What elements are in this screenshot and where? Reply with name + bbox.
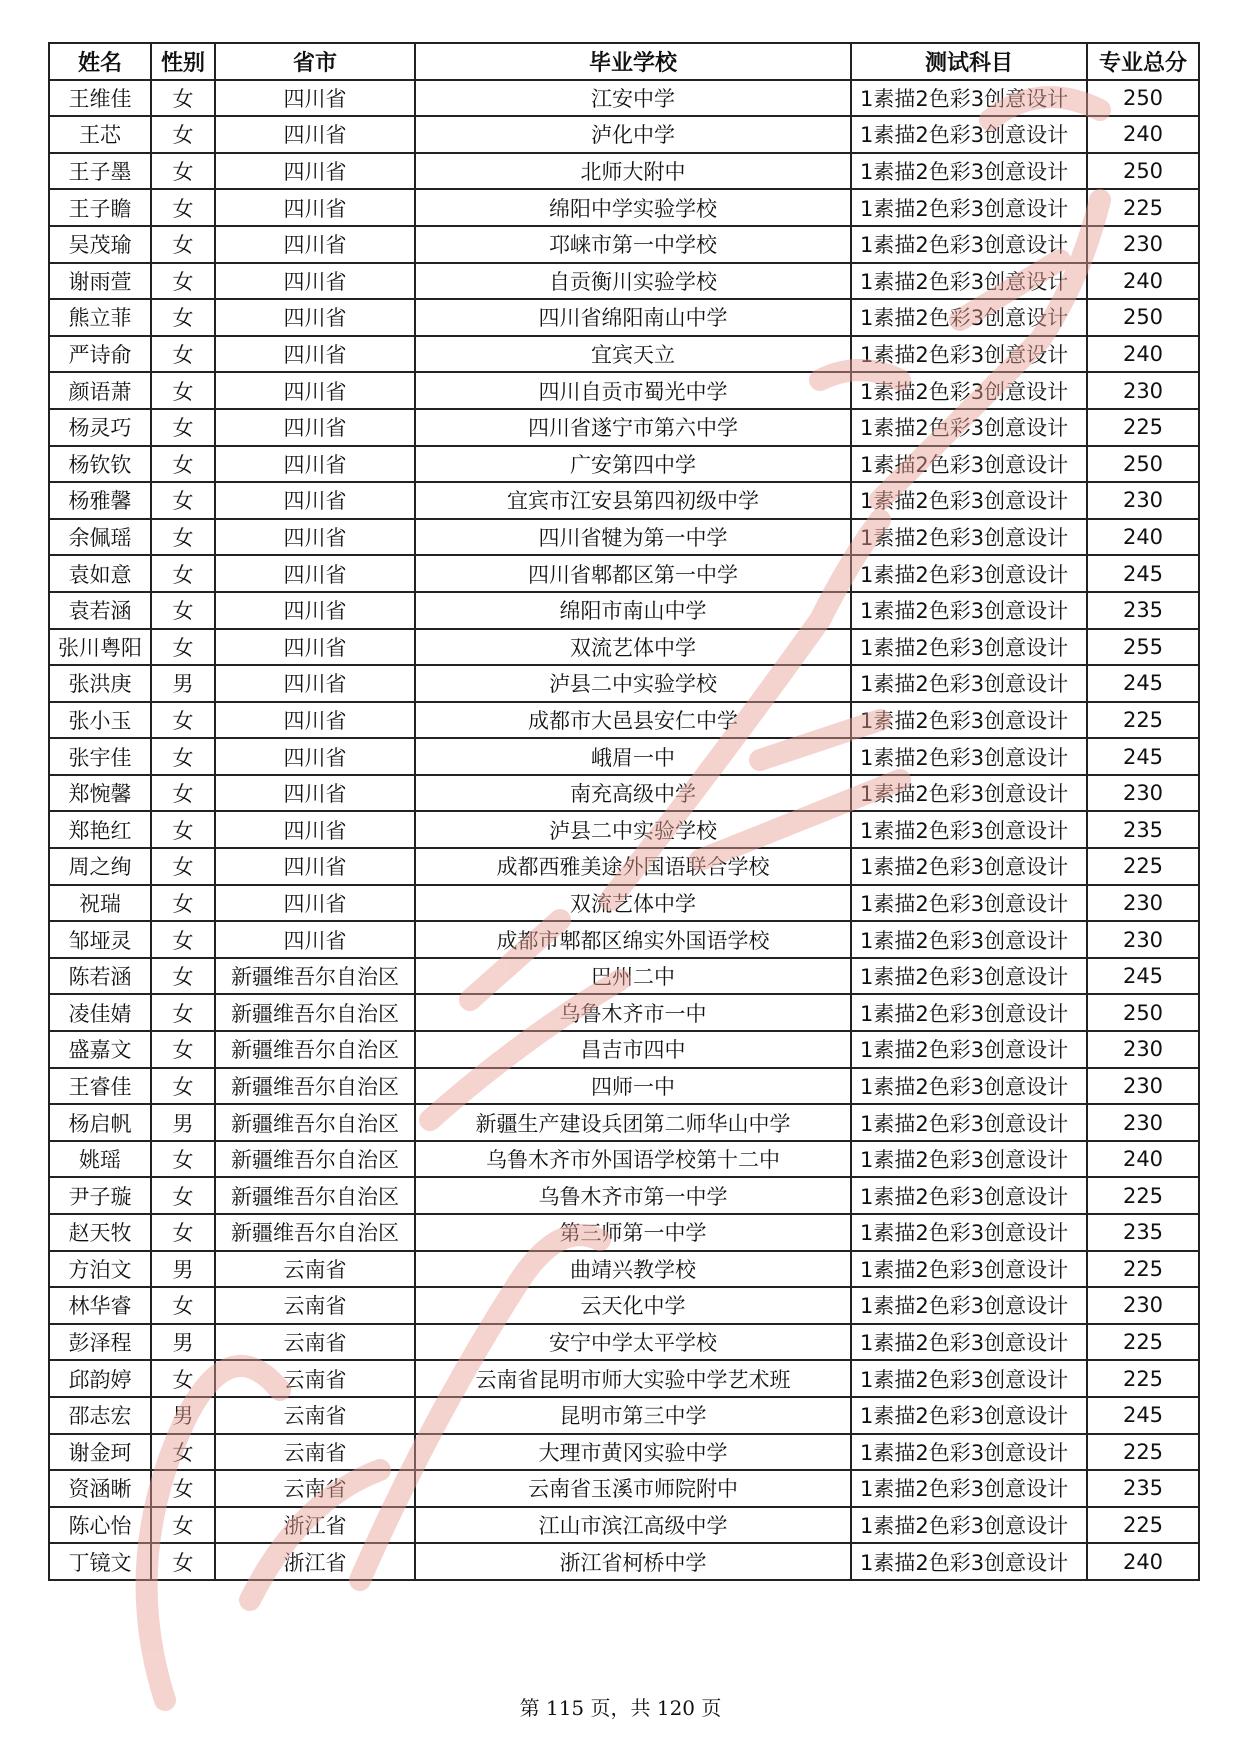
name-cell: 彭泽程	[49, 1324, 151, 1361]
gender-cell: 女	[151, 555, 215, 592]
name-cell: 杨雅馨	[49, 482, 151, 519]
school-cell: 云南省玉溪市师院附中	[415, 1470, 851, 1507]
school-cell: 绵阳市南山中学	[415, 592, 851, 629]
subjects-cell: 1素描2色彩3创意设计	[851, 1251, 1087, 1288]
table-row	[49, 555, 1199, 592]
name-cell: 吴茂瑜	[49, 226, 151, 263]
table-header-row	[49, 43, 1199, 80]
gender-cell: 女	[151, 1543, 215, 1580]
subjects-cell: 1素描2色彩3创意设计	[851, 263, 1087, 300]
school-cell: 云天化中学	[415, 1287, 851, 1324]
name-cell: 邱韵婷	[49, 1360, 151, 1397]
subjects-cell: 1素描2色彩3创意设计	[851, 921, 1087, 958]
province-cell: 云南省	[215, 1397, 415, 1434]
gender-cell: 女	[151, 189, 215, 226]
subjects-cell: 1素描2色彩3创意设计	[851, 336, 1087, 373]
province-cell: 新疆维吾尔自治区	[215, 1177, 415, 1214]
province-cell: 四川省	[215, 299, 415, 336]
province-cell: 四川省	[215, 519, 415, 556]
table-row	[49, 372, 1199, 409]
gender-cell: 男	[151, 665, 215, 702]
subjects-cell: 1素描2色彩3创意设计	[851, 1507, 1087, 1544]
score-cell: 235	[1087, 1470, 1199, 1507]
table-row	[49, 811, 1199, 848]
province-cell: 四川省	[215, 482, 415, 519]
table-row	[49, 299, 1199, 336]
province-cell: 云南省	[215, 1434, 415, 1471]
score-cell: 230	[1087, 1287, 1199, 1324]
name-cell: 赵天牧	[49, 1214, 151, 1251]
school-cell: 绵阳中学实验学校	[415, 189, 851, 226]
score-cell: 245	[1087, 1397, 1199, 1434]
score-cell: 230	[1087, 1104, 1199, 1141]
name-cell: 袁若涵	[49, 592, 151, 629]
table-row	[49, 775, 1199, 812]
school-cell: 安宁中学太平学校	[415, 1324, 851, 1361]
province-cell: 四川省	[215, 592, 415, 629]
gender-cell: 男	[151, 1397, 215, 1434]
gender-cell: 女	[151, 775, 215, 812]
province-cell: 四川省	[215, 775, 415, 812]
name-cell: 郑惋馨	[49, 775, 151, 812]
gender-cell: 女	[151, 702, 215, 739]
score-cell: 230	[1087, 482, 1199, 519]
score-cell: 225	[1087, 409, 1199, 446]
school-cell: 巴州二中	[415, 958, 851, 995]
school-cell: 昆明市第三中学	[415, 1397, 851, 1434]
table-row	[49, 1434, 1199, 1471]
school-cell: 大理市黄冈实验中学	[415, 1434, 851, 1471]
name-cell: 周之绚	[49, 848, 151, 885]
province-cell: 四川省	[215, 811, 415, 848]
score-cell: 240	[1087, 336, 1199, 373]
score-cell: 245	[1087, 738, 1199, 775]
header-gender: 性别	[151, 43, 215, 80]
province-cell: 四川省	[215, 446, 415, 483]
name-cell: 谢雨萱	[49, 263, 151, 300]
subjects-cell: 1素描2色彩3创意设计	[851, 1031, 1087, 1068]
school-cell: 乌鲁木齐市一中	[415, 994, 851, 1031]
table-row	[49, 1397, 1199, 1434]
school-cell: 成都市大邑县安仁中学	[415, 702, 851, 739]
table-row	[49, 1543, 1199, 1580]
subjects-cell: 1素描2色彩3创意设计	[851, 848, 1087, 885]
table-row	[49, 409, 1199, 446]
table-row	[49, 702, 1199, 739]
score-cell: 245	[1087, 665, 1199, 702]
header-school: 毕业学校	[415, 43, 851, 80]
gender-cell: 女	[151, 1287, 215, 1324]
subjects-cell: 1素描2色彩3创意设计	[851, 775, 1087, 812]
school-cell: 峨眉一中	[415, 738, 851, 775]
table-row	[49, 189, 1199, 226]
name-cell: 姚瑶	[49, 1141, 151, 1178]
gender-cell: 男	[151, 1324, 215, 1361]
table-row	[49, 592, 1199, 629]
header-province: 省市	[215, 43, 415, 80]
name-cell: 林华睿	[49, 1287, 151, 1324]
subjects-cell: 1素描2色彩3创意设计	[851, 994, 1087, 1031]
subjects-cell: 1素描2色彩3创意设计	[851, 1543, 1087, 1580]
province-cell: 四川省	[215, 921, 415, 958]
score-cell: 240	[1087, 1141, 1199, 1178]
gender-cell: 女	[151, 482, 215, 519]
province-cell: 四川省	[215, 189, 415, 226]
subjects-cell: 1素描2色彩3创意设计	[851, 629, 1087, 666]
subjects-cell: 1素描2色彩3创意设计	[851, 446, 1087, 483]
header-name: 姓名	[49, 43, 151, 80]
name-cell: 谢金珂	[49, 1434, 151, 1471]
name-cell: 丁镜文	[49, 1543, 151, 1580]
score-cell: 245	[1087, 555, 1199, 592]
name-cell: 张宇佳	[49, 738, 151, 775]
name-cell: 祝瑞	[49, 885, 151, 922]
school-cell: 第三师第一中学	[415, 1214, 851, 1251]
table-row	[49, 629, 1199, 666]
table-row	[49, 738, 1199, 775]
table-row	[49, 1214, 1199, 1251]
subjects-cell: 1素描2色彩3创意设计	[851, 738, 1087, 775]
table-row	[49, 1141, 1199, 1178]
school-cell: 南充高级中学	[415, 775, 851, 812]
province-cell: 新疆维吾尔自治区	[215, 958, 415, 995]
gender-cell: 女	[151, 738, 215, 775]
name-cell: 颜语萧	[49, 372, 151, 409]
score-cell: 225	[1087, 1360, 1199, 1397]
score-cell: 250	[1087, 153, 1199, 190]
score-cell: 225	[1087, 1251, 1199, 1288]
subjects-cell: 1素描2色彩3创意设计	[851, 519, 1087, 556]
province-cell: 云南省	[215, 1324, 415, 1361]
table-row	[49, 1068, 1199, 1105]
province-cell: 四川省	[215, 665, 415, 702]
school-cell: 双流艺体中学	[415, 629, 851, 666]
school-cell: 四川省遂宁市第六中学	[415, 409, 851, 446]
gender-cell: 女	[151, 1214, 215, 1251]
table-row	[49, 1031, 1199, 1068]
table-row	[49, 885, 1199, 922]
gender-cell: 女	[151, 921, 215, 958]
name-cell: 盛嘉文	[49, 1031, 151, 1068]
name-cell: 张小玉	[49, 702, 151, 739]
name-cell: 郑艳红	[49, 811, 151, 848]
school-cell: 江安中学	[415, 80, 851, 117]
province-cell: 云南省	[215, 1470, 415, 1507]
name-cell: 张川粤阳	[49, 629, 151, 666]
name-cell: 陈心怡	[49, 1507, 151, 1544]
score-cell: 250	[1087, 994, 1199, 1031]
province-cell: 新疆维吾尔自治区	[215, 1214, 415, 1251]
province-cell: 四川省	[215, 629, 415, 666]
subjects-cell: 1素描2色彩3创意设计	[851, 1287, 1087, 1324]
gender-cell: 女	[151, 299, 215, 336]
name-cell: 邹垭灵	[49, 921, 151, 958]
gender-cell: 女	[151, 372, 215, 409]
province-cell: 四川省	[215, 848, 415, 885]
name-cell: 熊立菲	[49, 299, 151, 336]
subjects-cell: 1素描2色彩3创意设计	[851, 958, 1087, 995]
gender-cell: 女	[151, 519, 215, 556]
score-cell: 225	[1087, 702, 1199, 739]
province-cell: 四川省	[215, 80, 415, 117]
header-total-score: 专业总分	[1087, 43, 1199, 80]
school-cell: 昌吉市四中	[415, 1031, 851, 1068]
score-cell: 230	[1087, 372, 1199, 409]
gender-cell: 女	[151, 958, 215, 995]
school-cell: 泸县二中实验学校	[415, 811, 851, 848]
subjects-cell: 1素描2色彩3创意设计	[851, 116, 1087, 153]
name-cell: 王维佳	[49, 80, 151, 117]
name-cell: 王子瞻	[49, 189, 151, 226]
province-cell: 新疆维吾尔自治区	[215, 994, 415, 1031]
page-footer: 第 115 页，共 120 页	[519, 1696, 722, 1720]
school-cell: 乌鲁木齐市第一中学	[415, 1177, 851, 1214]
table-body	[49, 80, 1199, 1580]
province-cell: 四川省	[215, 153, 415, 190]
province-cell: 四川省	[215, 555, 415, 592]
gender-cell: 女	[151, 1507, 215, 1544]
name-cell: 陈若涵	[49, 958, 151, 995]
score-table	[48, 42, 1200, 1581]
subjects-cell: 1素描2色彩3创意设计	[851, 1177, 1087, 1214]
table-row	[49, 1251, 1199, 1288]
name-cell: 王子墨	[49, 153, 151, 190]
subjects-cell: 1素描2色彩3创意设计	[851, 372, 1087, 409]
table-row	[49, 994, 1199, 1031]
score-cell: 230	[1087, 921, 1199, 958]
score-cell: 240	[1087, 116, 1199, 153]
subjects-cell: 1素描2色彩3创意设计	[851, 153, 1087, 190]
name-cell: 方泊文	[49, 1251, 151, 1288]
province-cell: 四川省	[215, 372, 415, 409]
table-row	[49, 921, 1199, 958]
table-row	[49, 482, 1199, 519]
subjects-cell: 1素描2色彩3创意设计	[851, 299, 1087, 336]
school-cell: 自贡衡川实验学校	[415, 263, 851, 300]
name-cell: 凌佳婧	[49, 994, 151, 1031]
gender-cell: 女	[151, 1031, 215, 1068]
score-cell: 230	[1087, 775, 1199, 812]
score-cell: 225	[1087, 1177, 1199, 1214]
school-cell: 宜宾天立	[415, 336, 851, 373]
score-cell: 250	[1087, 80, 1199, 117]
province-cell: 云南省	[215, 1287, 415, 1324]
header-subjects: 测试科目	[851, 43, 1087, 80]
school-cell: 四师一中	[415, 1068, 851, 1105]
province-cell: 新疆维吾尔自治区	[215, 1104, 415, 1141]
subjects-cell: 1素描2色彩3创意设计	[851, 811, 1087, 848]
school-cell: 江山市滨江高级中学	[415, 1507, 851, 1544]
subjects-cell: 1素描2色彩3创意设计	[851, 1470, 1087, 1507]
subjects-cell: 1素描2色彩3创意设计	[851, 1104, 1087, 1141]
province-cell: 新疆维吾尔自治区	[215, 1141, 415, 1178]
score-cell: 230	[1087, 1068, 1199, 1105]
province-cell: 四川省	[215, 885, 415, 922]
school-cell: 北师大附中	[415, 153, 851, 190]
province-cell: 四川省	[215, 116, 415, 153]
subjects-cell: 1素描2色彩3创意设计	[851, 409, 1087, 446]
table-row	[49, 1177, 1199, 1214]
school-cell: 浙江省柯桥中学	[415, 1543, 851, 1580]
gender-cell: 女	[151, 592, 215, 629]
gender-cell: 女	[151, 994, 215, 1031]
school-cell: 邛崃市第一中学校	[415, 226, 851, 263]
table-row	[49, 519, 1199, 556]
score-cell: 230	[1087, 885, 1199, 922]
province-cell: 云南省	[215, 1360, 415, 1397]
province-cell: 云南省	[215, 1251, 415, 1288]
gender-cell: 女	[151, 885, 215, 922]
province-cell: 四川省	[215, 226, 415, 263]
subjects-cell: 1素描2色彩3创意设计	[851, 80, 1087, 117]
subjects-cell: 1素描2色彩3创意设计	[851, 1324, 1087, 1361]
gender-cell: 女	[151, 1434, 215, 1471]
gender-cell: 女	[151, 336, 215, 373]
gender-cell: 女	[151, 848, 215, 885]
name-cell: 资涵晰	[49, 1470, 151, 1507]
score-cell: 230	[1087, 1031, 1199, 1068]
gender-cell: 女	[151, 226, 215, 263]
subjects-cell: 1素描2色彩3创意设计	[851, 592, 1087, 629]
school-cell: 乌鲁木齐市外国语学校第十二中	[415, 1141, 851, 1178]
name-cell: 尹子璇	[49, 1177, 151, 1214]
school-cell: 宜宾市江安县第四初级中学	[415, 482, 851, 519]
score-cell: 235	[1087, 811, 1199, 848]
province-cell: 四川省	[215, 702, 415, 739]
gender-cell: 男	[151, 1104, 215, 1141]
school-cell: 成都市郫都区绵实外国语学校	[415, 921, 851, 958]
score-cell: 245	[1087, 958, 1199, 995]
name-cell: 邵志宏	[49, 1397, 151, 1434]
province-cell: 四川省	[215, 738, 415, 775]
score-cell: 225	[1087, 1324, 1199, 1361]
gender-cell: 女	[151, 116, 215, 153]
score-cell: 240	[1087, 1543, 1199, 1580]
province-cell: 四川省	[215, 263, 415, 300]
province-cell: 四川省	[215, 336, 415, 373]
province-cell: 新疆维吾尔自治区	[215, 1031, 415, 1068]
table-row	[49, 116, 1199, 153]
score-cell: 240	[1087, 519, 1199, 556]
table-row	[49, 1104, 1199, 1141]
table-row	[49, 446, 1199, 483]
score-cell: 225	[1087, 1434, 1199, 1471]
table-row	[49, 1324, 1199, 1361]
school-cell: 双流艺体中学	[415, 885, 851, 922]
subjects-cell: 1素描2色彩3创意设计	[851, 1360, 1087, 1397]
score-cell: 225	[1087, 1507, 1199, 1544]
gender-cell: 男	[151, 1251, 215, 1288]
table-row	[49, 1287, 1199, 1324]
score-cell: 235	[1087, 592, 1199, 629]
table-row	[49, 848, 1199, 885]
table-row	[49, 1507, 1199, 1544]
name-cell: 杨启帆	[49, 1104, 151, 1141]
subjects-cell: 1素描2色彩3创意设计	[851, 1214, 1087, 1251]
gender-cell: 女	[151, 263, 215, 300]
school-cell: 四川省郫都区第一中学	[415, 555, 851, 592]
table-row	[49, 336, 1199, 373]
name-cell: 杨钦钦	[49, 446, 151, 483]
gender-cell: 女	[151, 1360, 215, 1397]
province-cell: 浙江省	[215, 1543, 415, 1580]
gender-cell: 女	[151, 629, 215, 666]
subjects-cell: 1素描2色彩3创意设计	[851, 1068, 1087, 1105]
score-cell: 235	[1087, 1214, 1199, 1251]
name-cell: 王睿佳	[49, 1068, 151, 1105]
gender-cell: 女	[151, 1141, 215, 1178]
table-row	[49, 665, 1199, 702]
score-cell: 250	[1087, 446, 1199, 483]
subjects-cell: 1素描2色彩3创意设计	[851, 226, 1087, 263]
score-cell: 230	[1087, 226, 1199, 263]
gender-cell: 女	[151, 446, 215, 483]
gender-cell: 女	[151, 1470, 215, 1507]
subjects-cell: 1素描2色彩3创意设计	[851, 482, 1087, 519]
name-cell: 杨灵巧	[49, 409, 151, 446]
name-cell: 余佩瑶	[49, 519, 151, 556]
table-row	[49, 80, 1199, 117]
subjects-cell: 1素描2色彩3创意设计	[851, 555, 1087, 592]
province-cell: 四川省	[215, 409, 415, 446]
score-cell: 240	[1087, 263, 1199, 300]
subjects-cell: 1素描2色彩3创意设计	[851, 665, 1087, 702]
subjects-cell: 1素描2色彩3创意设计	[851, 885, 1087, 922]
gender-cell: 女	[151, 811, 215, 848]
school-cell: 泸化中学	[415, 116, 851, 153]
province-cell: 浙江省	[215, 1507, 415, 1544]
subjects-cell: 1素描2色彩3创意设计	[851, 1434, 1087, 1471]
subjects-cell: 1素描2色彩3创意设计	[851, 702, 1087, 739]
score-cell: 255	[1087, 629, 1199, 666]
school-cell: 成都西雅美途外国语联合学校	[415, 848, 851, 885]
name-cell: 王芯	[49, 116, 151, 153]
school-cell: 泸县二中实验学校	[415, 665, 851, 702]
gender-cell: 女	[151, 409, 215, 446]
table-row	[49, 153, 1199, 190]
school-cell: 新疆生产建设兵团第二师华山中学	[415, 1104, 851, 1141]
table-row	[49, 263, 1199, 300]
name-cell: 袁如意	[49, 555, 151, 592]
school-cell: 云南省昆明市师大实验中学艺术班	[415, 1360, 851, 1397]
table-row	[49, 1470, 1199, 1507]
score-cell: 225	[1087, 189, 1199, 226]
subjects-cell: 1素描2色彩3创意设计	[851, 1141, 1087, 1178]
name-cell: 严诗俞	[49, 336, 151, 373]
school-cell: 四川省绵阳南山中学	[415, 299, 851, 336]
score-cell: 250	[1087, 299, 1199, 336]
table-row	[49, 226, 1199, 263]
gender-cell: 女	[151, 80, 215, 117]
gender-cell: 女	[151, 1177, 215, 1214]
name-cell: 张洪庚	[49, 665, 151, 702]
school-cell: 曲靖兴教学校	[415, 1251, 851, 1288]
gender-cell: 女	[151, 153, 215, 190]
school-cell: 四川自贡市蜀光中学	[415, 372, 851, 409]
table-row	[49, 1360, 1199, 1397]
gender-cell: 女	[151, 1068, 215, 1105]
score-cell: 225	[1087, 848, 1199, 885]
school-cell: 四川省犍为第一中学	[415, 519, 851, 556]
subjects-cell: 1素描2色彩3创意设计	[851, 189, 1087, 226]
province-cell: 新疆维吾尔自治区	[215, 1068, 415, 1105]
school-cell: 广安第四中学	[415, 446, 851, 483]
subjects-cell: 1素描2色彩3创意设计	[851, 1397, 1087, 1434]
table-row	[49, 958, 1199, 995]
